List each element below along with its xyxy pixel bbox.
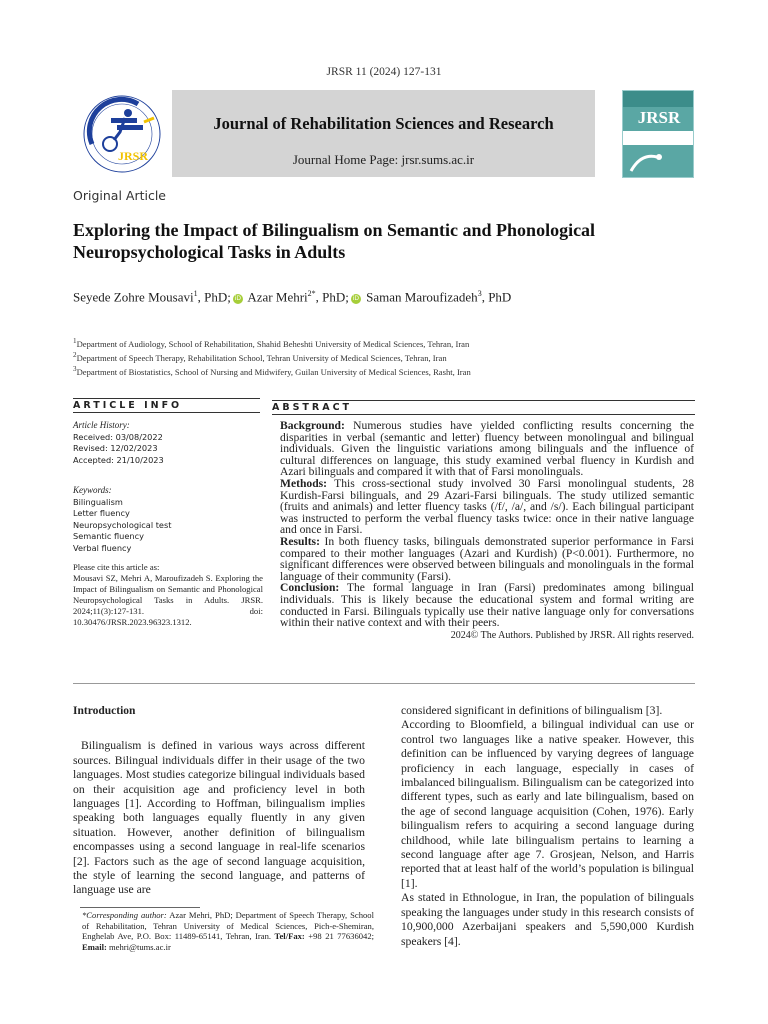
keyword: Letter fluency xyxy=(73,508,130,518)
paragraph: According to Bloomfield, a bilingual individual can use or control two languages like a native speaker. However, this definition can be influenced by varying degrees of language proficiency in each language, especially in cases of imbalanced bilingualism. Bilingualism can be categorized into different types, such as early and late bilingualism, based on the age of second language acquisition (Cohen, 1976). Early bilingualism refers to acquiring a second language during childhood, while late bilingualism pertains to learning a second language after age 7. Grosjean, Nelson, and Harris reported that at least half of the world’s population is bilingual [1]. xyxy=(401,718,694,890)
corresponding-author-footnote: *Corresponding author: Azar Mehri, PhD; Department of Speech Therapy, School of Rehabilitation, Tehran University of Medical Sciences, Pich-e-Shemiran, Enghelab Ave, P.O. Box: 11489-65141, Tehran, Iran. Tel/Fax: +98 21 77636042; Email: mehri@tums.ac.ir xyxy=(82,910,375,952)
section-divider xyxy=(73,683,695,684)
email-link[interactable]: mehri@tums.ac.ir xyxy=(108,941,171,952)
running-head: JRSR 11 (2024) 127-131 xyxy=(326,66,442,78)
body-column-right xyxy=(401,704,694,949)
introduction-paragraph: Bilingualism is defined in various ways across different sources. Bilingual individuals differ in their usage of the two languages. Most studies categorize bilingual individuals based on their acquisition age and proficiency level in both languages [1]. According to Hoffman, bilingualism implies speaking both languages equally fluently in any given situation. However, another definition of bilingualism encompasses using a second language in real-life scenarios [2]. Factors such as the age of second language acquisition, the style of learning the second language, and patterns of language use are xyxy=(73,739,365,897)
abstract-conclusion: Conclusion: The formal language in Iran (Farsi) predominates among bilingual individuals. This is likely because the educational system and formal writing are conducted in Farsi. Bilinguals typically use their native language only for conversations within their native context and with their peers. xyxy=(280,581,694,630)
body-column-left xyxy=(73,704,365,898)
keywords-label: Keywords: xyxy=(73,485,112,495)
author-list xyxy=(73,289,511,305)
affiliations xyxy=(73,336,471,378)
paragraph-continued: considered significant in definitions of bilingualism [3]. xyxy=(401,704,663,717)
received-date: Received: 03/08/2022 xyxy=(73,431,163,442)
author-name: Seyede Zohre Mousavi xyxy=(73,289,194,305)
citation[interactable]: Mousavi SZ, Mehri A, Maroufizadeh S. Exploring the Impact of Bilingualism on Semantic and Phonological Neuropsychological Tasks in Adults. JRSR. 2024;11(3):127-131. doi: 10.30476/JRSR.2023.96323.1312. xyxy=(73,573,263,627)
author-name: Saman Maroufizadeh xyxy=(366,289,478,305)
journal-logo xyxy=(78,92,166,176)
accepted-date: Accepted: 21/10/2023 xyxy=(73,454,164,465)
article-title: Exploring the Impact of Bilingualism on Semantic and Phonological Neuropsychological Tasks in Adults xyxy=(73,220,596,262)
orcid-icon[interactable]: iD xyxy=(352,295,360,303)
cite-label: Please cite this article as: xyxy=(73,562,160,572)
journal-home-page[interactable]: Journal Home Page: jrsr.sums.ac.ir xyxy=(292,152,475,167)
copyright: 2024© The Authors. Published by JRSR. All rights reserved. xyxy=(450,629,694,641)
affiliation: $^2$Department of Speech Therapy, Rehabilitation School, Tehran University of Medical Sciences, Tehran, Iran xyxy=(73,350,447,363)
journal-title: Journal of Rehabilitation Sciences and Research xyxy=(213,114,554,133)
keyword: Neuropsychological test xyxy=(73,519,172,530)
author-name: Azar Mehri xyxy=(247,289,308,305)
author-suffix: , PhD xyxy=(481,289,512,305)
article-type: Original Article xyxy=(73,188,166,203)
history-label: Article History: xyxy=(73,420,130,430)
cover-white-band xyxy=(623,131,694,145)
cover-journal-name: JRSR xyxy=(637,108,681,127)
keyword: Semantic fluency xyxy=(73,531,144,541)
affiliation: $^1$Department of Audiology, School of Rehabilitation, Shahid Beheshti University of Medical Sciences, Tehran, Iran xyxy=(73,337,470,349)
abstract-body xyxy=(280,420,694,641)
article-info-heading: ARTICLE INFO xyxy=(73,398,260,413)
abstract-results: Results: In both fluency tasks, bilinguals demonstrated superior performance in Farsi compared to their mother languages (Azari and Kurdish) (P<0.001). Furthermore, no significant differences were observed between bilinguals and monolinguals in the formal language of their community (Farsi). xyxy=(280,534,694,583)
keyword: Bilingualism xyxy=(73,496,123,507)
journal-banner xyxy=(172,90,595,177)
introduction-heading: Introduction xyxy=(73,705,136,717)
affiliation: $^3$Department of Biostatistics, School of Nursing and Midwifery, Guilan University of Medical Sciences, Rasht, Iran xyxy=(73,364,471,377)
abstract-methods: Methods: This cross-sectional study involved 30 Farsi monolingual students, 28 Kurdish-Farsi bilinguals, and 29 Azari-Farsi bilinguals. The study utilized semantic (fruits and animals) and letter fluency tasks (/f/, /a/, and /s/). Each bilingual participant was instructed to perform the verbal fluency tasks twice: once in their native language and once in Farsi. xyxy=(280,476,694,537)
author-sup: 2* xyxy=(307,289,316,298)
abstract-background: Background: Numerous studies have yielded conflicting results concerning the disparities in verbal (semantic and letter) fluency between monolingual and bilingual individuals. Given the linguistic variations among bilinguals and the influence of cultural differences on language, this study examined verbal fluency in Kurdish and Azari bilinguals and compared it with that of Farsi monolinguals. xyxy=(280,419,694,479)
cover-figure-icon xyxy=(627,149,667,175)
author-sup: 3 xyxy=(477,289,482,298)
logo-letters: JRSR xyxy=(118,149,149,163)
paragraph: As stated in Ethnologue, in Iran, the population of bilinguals speaking the languages under study in this research consists of 10,900,000 Azerbaijani speakers and 5,590,000 Kurdish speakers [4]. xyxy=(401,891,694,948)
revised-date: Revised: 12/02/2023 xyxy=(73,443,158,453)
orcid-icon[interactable]: iD xyxy=(234,295,241,303)
author-suffix: , PhD; xyxy=(315,289,349,305)
article-info xyxy=(73,420,263,628)
cover-top-band xyxy=(623,91,694,107)
author-sup: 1 xyxy=(193,289,198,298)
abstract-heading: ABSTRACT xyxy=(272,400,695,415)
keyword: Verbal fluency xyxy=(73,542,132,553)
journal-cover xyxy=(622,90,694,178)
author-suffix: , PhD; xyxy=(197,289,231,305)
footnote-rule xyxy=(80,907,200,908)
